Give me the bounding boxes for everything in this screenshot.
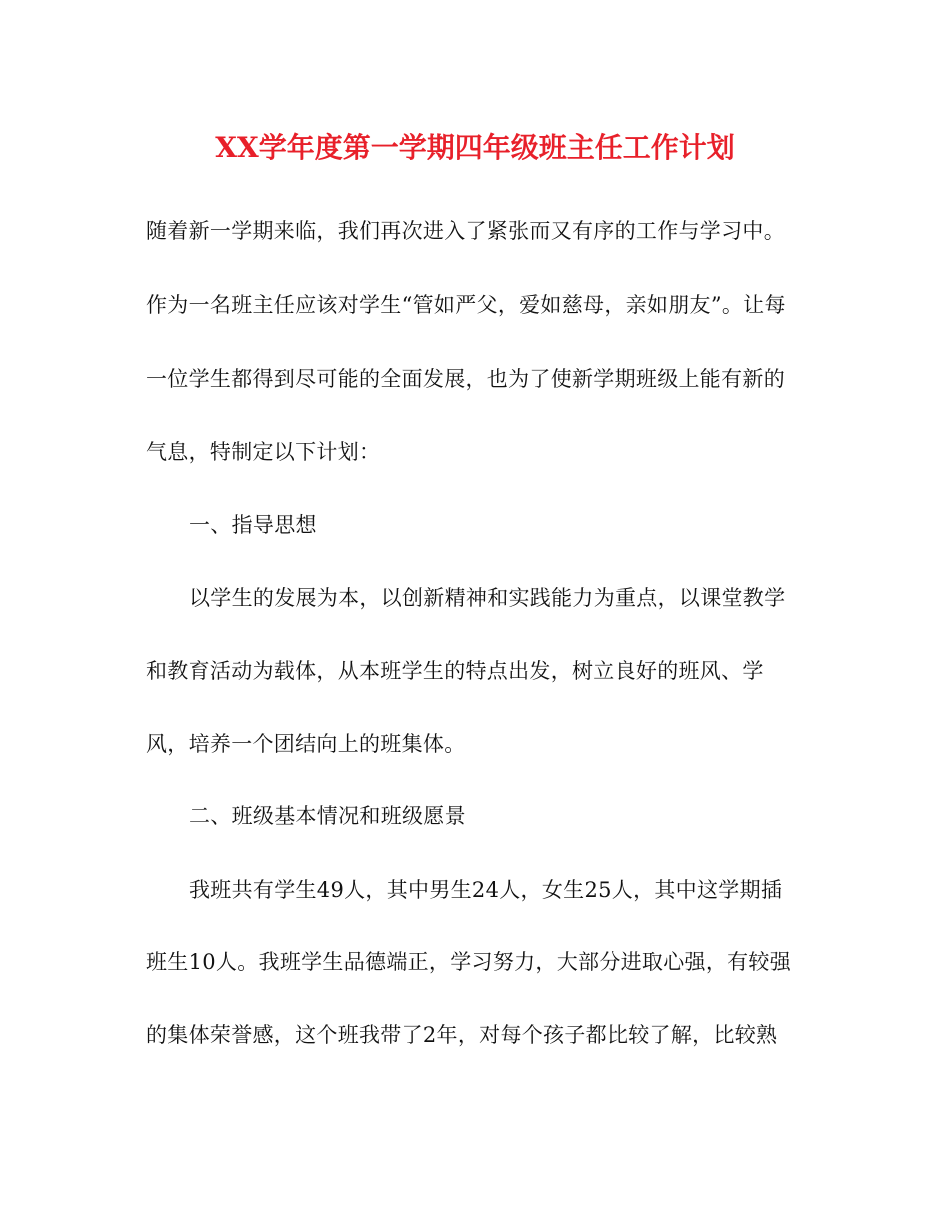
paragraph-line: 的集体荣誉感，这个班我带了2年，对每个孩子都比较了解，比较熟 — [146, 1023, 778, 1047]
section-heading: 一、指导思想 — [189, 513, 317, 537]
document-title: XX学年度第一学期四年级班主任工作计划 — [215, 131, 735, 164]
paragraph-line: 班生10人。我班学生品德端正，学习努力，大部分进取心强，有较强 — [146, 950, 792, 974]
paragraph-line: 以学生的发展为本，以创新精神和实践能力为重点，以课堂教学 — [189, 586, 786, 610]
paragraph-line: 作为一名班主任应该对学生“管如严父，爱如慈母，亲如朋友”。让每 — [146, 293, 786, 317]
paragraph-line: 随着新一学期来临，我们再次进入了紧张而又有序的工作与学习中。 — [146, 219, 785, 243]
paragraph-line: 和教育活动为载体，从本班学生的特点出发，树立良好的班风、学 — [146, 659, 764, 683]
section-heading: 二、班级基本情况和班级愿景 — [189, 804, 466, 828]
paragraph-line: 风，培养一个团结向上的班集体。 — [146, 732, 466, 756]
paragraph-line: 一位学生都得到尽可能的全面发展，也为了使新学期班级上能有新的 — [146, 367, 785, 391]
paragraph-line: 气息，特制定以下计划： — [146, 440, 381, 464]
paragraph-line: 我班共有学生49人，其中男生24人，女生25人，其中这学期插 — [189, 878, 783, 902]
